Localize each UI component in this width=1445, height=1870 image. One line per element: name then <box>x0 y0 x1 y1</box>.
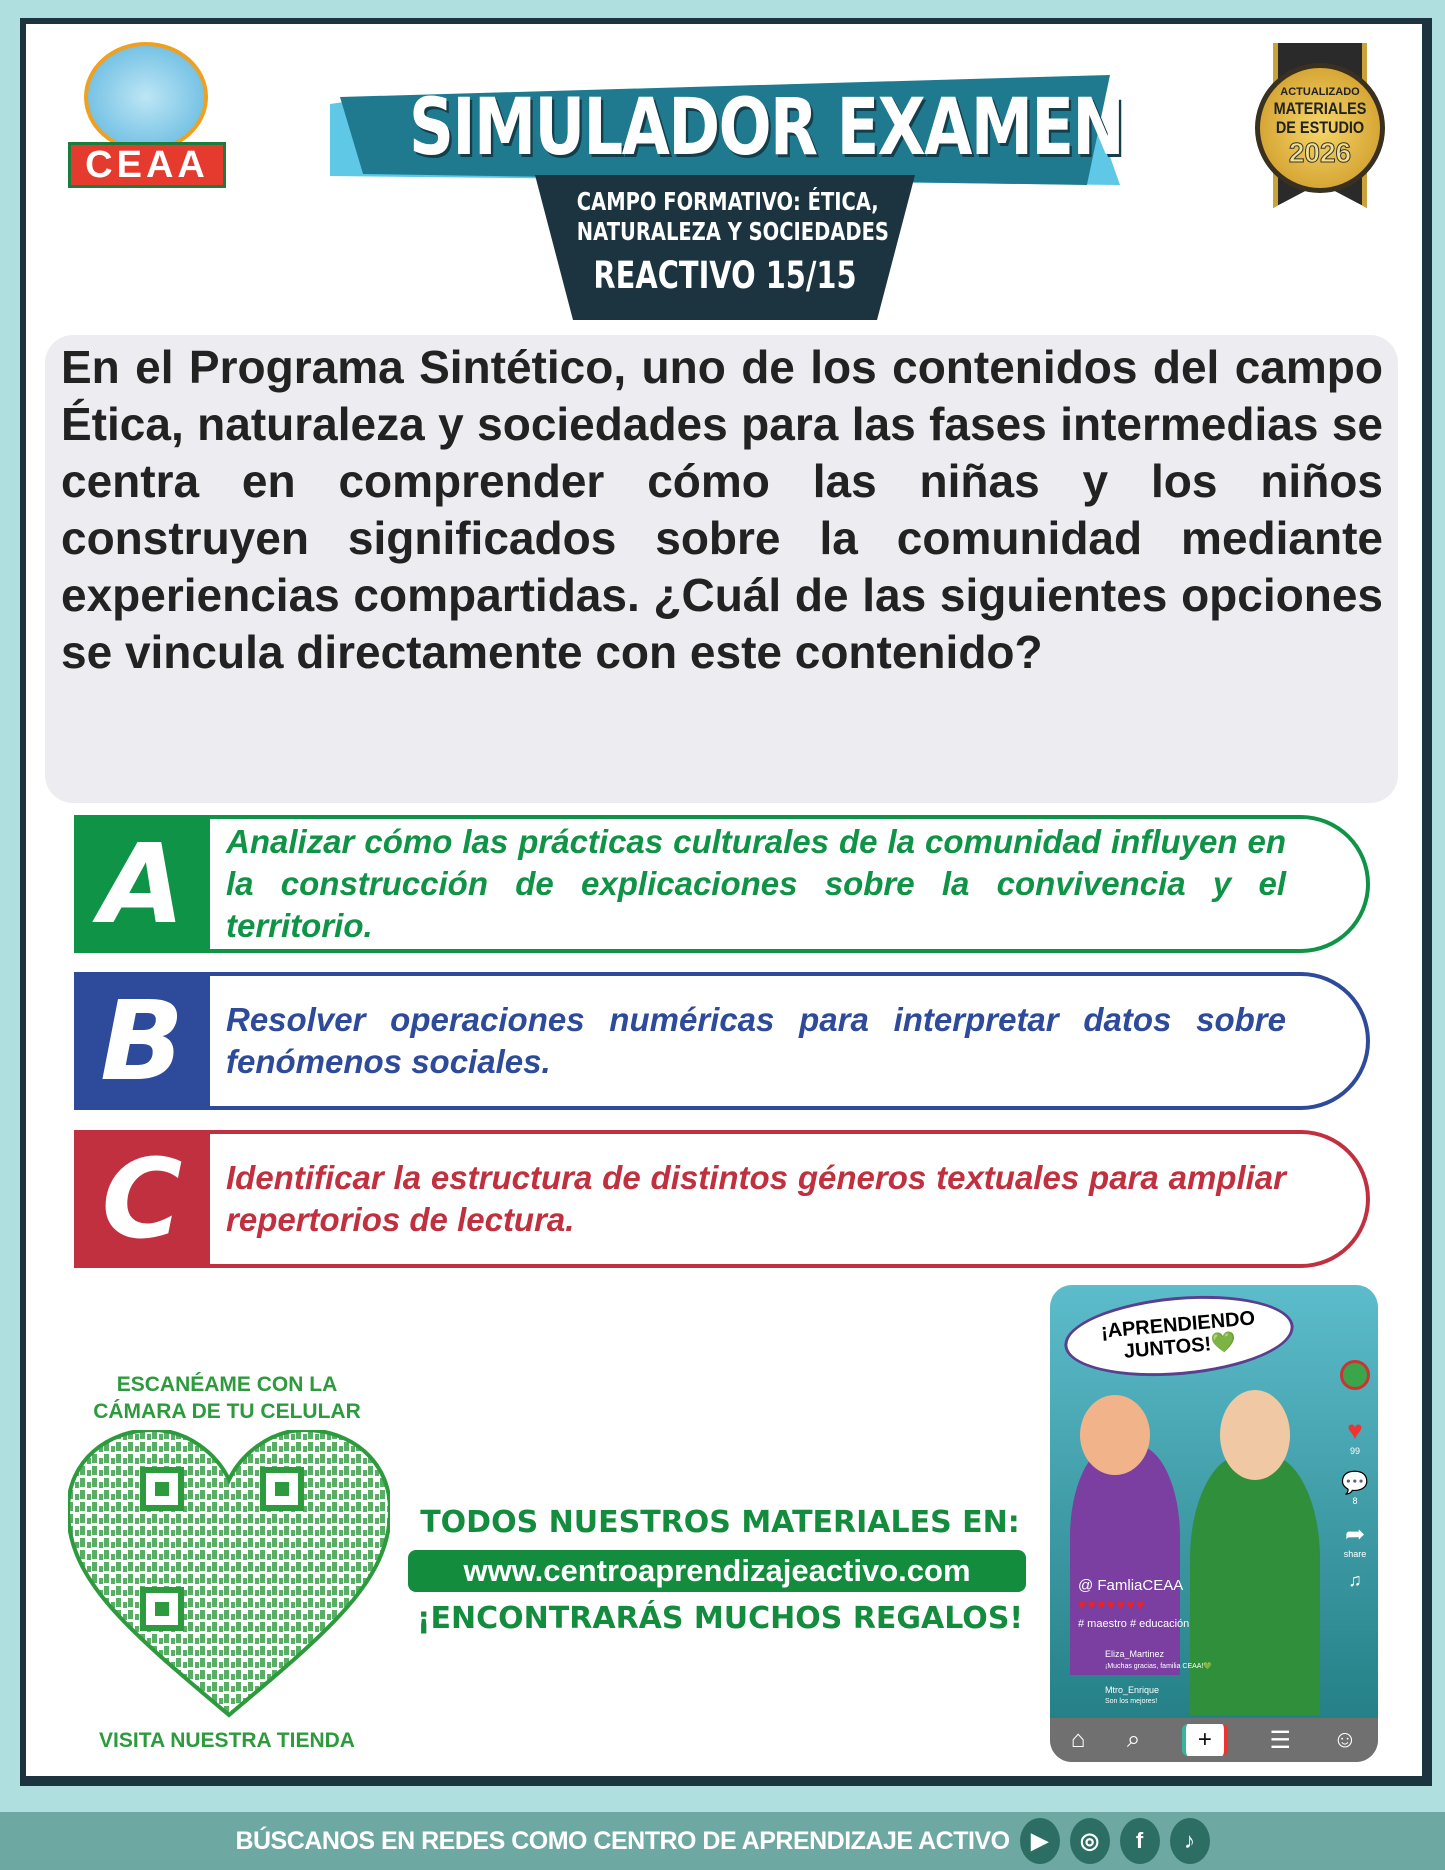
qr-code-heart[interactable] <box>68 1430 390 1720</box>
tiktok-icon[interactable]: ♪ <box>1170 1818 1210 1864</box>
reactivo-counter: REACTIVO 15/15 <box>593 254 857 297</box>
updated-seal-badge: ACTUALIZADO MATERIALES DE ESTUDIO 2026 <box>1255 43 1385 208</box>
option-b[interactable]: B Resolver operaciones numéricas para interpretar datos sobre fenómenos sociales. <box>74 972 1370 1110</box>
title-banner <box>330 35 1123 325</box>
question-box <box>45 335 1398 803</box>
ceaa-logo: CEAA <box>62 42 232 192</box>
social-video-card: ¡APRENDIENDO JUNTOS!💚 ♥ 99 💬 8 ➦ share ♫ @ FamliaCEAA ♥♥♥♥♥♥♥ # maestro # educación Eliza_Martinez ¡Muchas gracias, familia CEAA!💚 Mtro_Enrique Son los mejores! ⌂ ⌕ + ☰ ☺ <box>1050 1285 1378 1762</box>
teacher-illustration <box>1190 1455 1320 1715</box>
search-icon[interactable]: ⌕ <box>1126 1726 1141 1753</box>
music-icon: ♫ <box>1348 1570 1362 1590</box>
home-icon[interactable]: ⌂ <box>1070 1726 1086 1753</box>
option-a[interactable]: A Analizar cómo las prácticas culturales de la comunidad influyen en la construcción de explicaciones sobre la convivencia y el territorio. <box>74 815 1370 953</box>
app-nav-bar <box>1050 1718 1378 1762</box>
store-url-link[interactable]: www.centroaprendizajeactivo.com <box>408 1550 1026 1592</box>
share-button[interactable]: ➦ share <box>1343 1521 1367 1559</box>
subtitle-text: CAMPO FORMATIVO: ÉTICA, NATURALEZA Y SOCIEDADES REACTIVO 15/15 <box>576 187 889 297</box>
option-c[interactable]: C Identificar la estructura de distintos géneros textuales para ampliar repertorios de lectura. <box>74 1130 1370 1268</box>
add-icon[interactable]: + <box>1182 1724 1228 1756</box>
speech-bubble: ¡APRENDIENDO JUNTOS!💚 <box>1061 1287 1297 1385</box>
profile-icon[interactable]: ☺ <box>1332 1726 1358 1753</box>
comment-button[interactable]: 💬 8 <box>1341 1470 1369 1506</box>
instagram-icon[interactable]: ◎ <box>1070 1818 1110 1864</box>
facebook-icon[interactable]: f <box>1120 1818 1160 1864</box>
profile-avatar[interactable] <box>1340 1360 1370 1390</box>
teacher-illustration <box>1070 1445 1180 1675</box>
youtube-icon[interactable]: ▶ <box>1020 1818 1060 1864</box>
page-title: SIMULADOR EXAMEN <box>409 83 1123 173</box>
footer-social-bar: BÚSCANOS EN REDES COMO CENTRO DE APRENDIZAJE ACTIVO ▶ ◎ f ♪ <box>0 1812 1445 1870</box>
question-text: En el Programa Sintético, uno de los contenidos del campo Ética, naturaleza y sociedades para las fases intermedias se centra en comprender cómo las niñas y los niños construyen significados sobre la comunidad mediante experiencias compartidas. ¿Cuál de las siguientes opciones se vincula directamente con este contenido? <box>61 341 1383 678</box>
like-button[interactable]: ♥ 99 <box>1347 1415 1363 1456</box>
inbox-icon[interactable]: ☰ <box>1269 1726 1292 1754</box>
